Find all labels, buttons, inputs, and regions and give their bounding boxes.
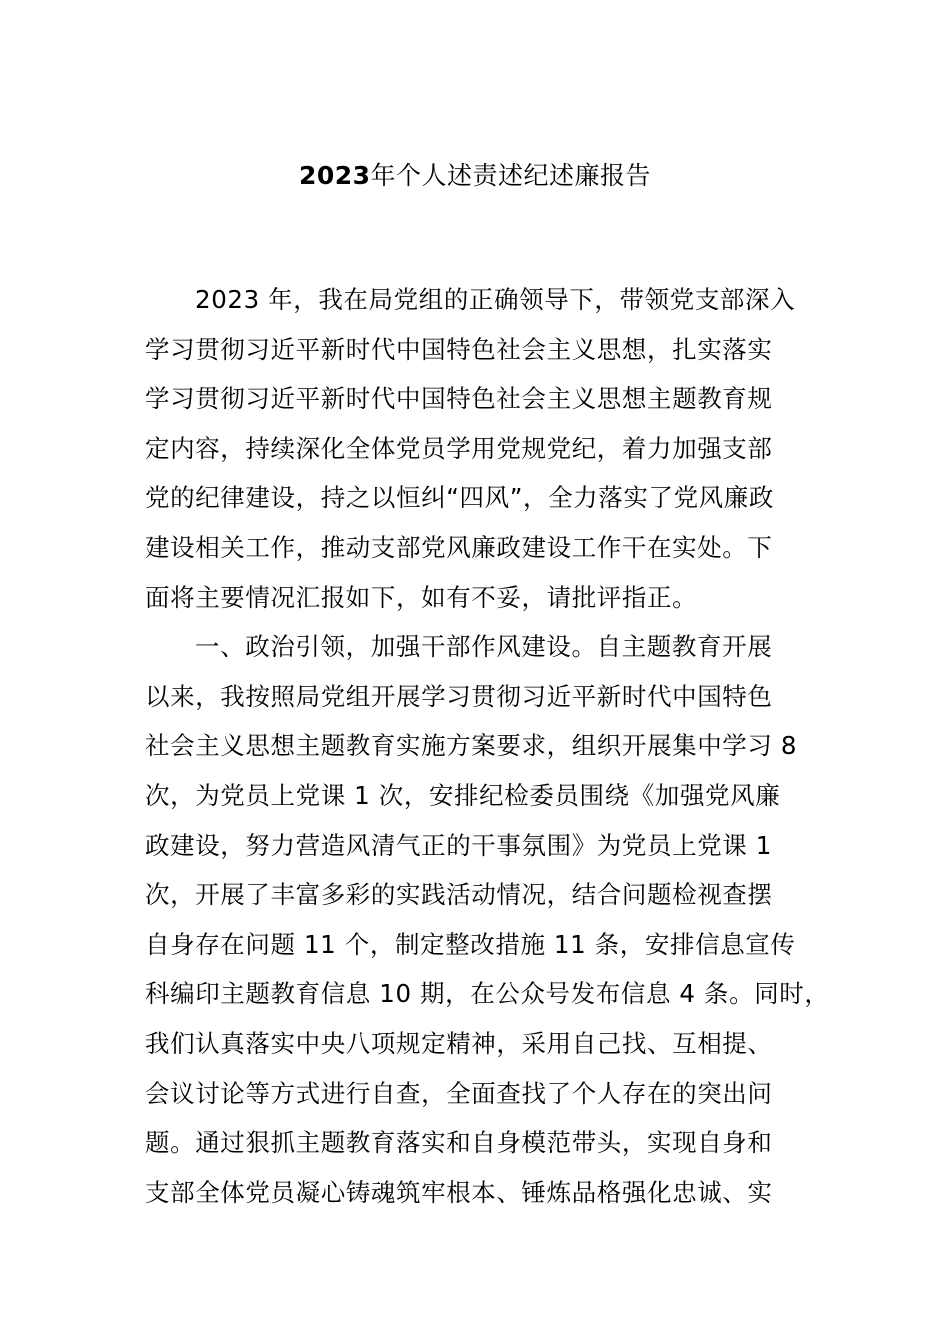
paragraph-line: 学习贯彻习近平新时代中国特色社会主义思想主题教育规 — [145, 384, 773, 414]
paragraph-line: 党的纪律建设，持之以恒纠“四风”，全力落实了党风廉政 — [145, 483, 774, 513]
paragraph-line: 次，开展了丰富多彩的实践活动情况，结合问题检视查摆 — [145, 880, 773, 910]
paragraph-line: 次，为党员上党课 1 次，安排纪检委员围绕《加强党风廉 — [145, 780, 781, 810]
paragraph-line: 自身存在问题 11 个，制定整改措施 11 条，安排信息宣传 — [145, 929, 796, 959]
paragraph-line: 建设相关工作，推动支部党风廉政建设工作干在实处。下 — [145, 532, 773, 562]
document-body — [145, 275, 830, 1217]
paragraph-line: 社会主义思想主题教育实施方案要求，组织开展集中学习 8 — [145, 731, 798, 761]
paragraph-line: 题。通过狠抓主题教育落实和自身模范带头，实现自身和 — [145, 1128, 773, 1158]
paragraph-line: 支部全体党员凝心铸魂筑牢根本、锤炼品格强化忠诚、实 — [145, 1177, 773, 1207]
paragraph-line: 定内容，持续深化全体党员学用党规党纪，着力加强支部 — [145, 433, 773, 463]
paragraph-line: 2023 年，我在局党组的正确领导下，带领党支部深入 — [195, 285, 796, 314]
paragraph-line: 以来，我按照局党组开展学习贯彻习近平新时代中国特色 — [145, 681, 773, 711]
title-text: 年个人述责述纪述廉报告 — [370, 161, 652, 190]
paragraph-line: 一、政治引领，加强干部作风建设。自主题教育开展 — [195, 632, 773, 662]
paragraph-line: 面将主要情况汇报如下，如有不妥，请批评指正。 — [145, 582, 698, 612]
paragraph-line: 科编印主题教育信息 10 期，在公众号发布信息 4 条。同时， — [145, 979, 830, 1009]
paragraph-line: 学习贯彻习近平新时代中国特色社会主义思想，扎实落实 — [145, 334, 773, 364]
document-title — [0, 156, 950, 196]
paragraph-line: 会议讨论等方式进行自查，全面查找了个人存在的突出问 — [145, 1078, 773, 1108]
paragraph-line: 政建设，努力营造风清气正的干事氛围》为党员上党课 1 — [145, 830, 772, 860]
paragraph-line: 我们认真落实中央八项规定精神，采用自己找、互相提、 — [145, 1028, 773, 1058]
title-year: 2023 — [298, 161, 371, 190]
